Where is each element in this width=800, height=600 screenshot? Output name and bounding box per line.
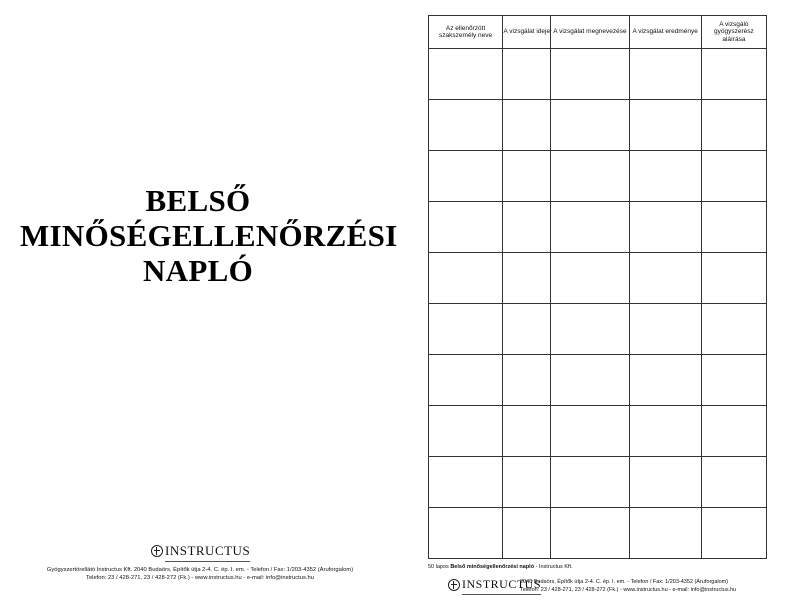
table-cell[interactable] (629, 151, 701, 202)
table-body (429, 49, 767, 559)
table-cell[interactable] (429, 406, 503, 457)
table-cell[interactable] (429, 355, 503, 406)
table-cell[interactable] (629, 457, 701, 508)
instructus-logo (151, 543, 250, 559)
caption-prefix: 50 lapos (428, 564, 449, 570)
table-cell[interactable] (701, 100, 766, 151)
table-cell[interactable] (503, 304, 551, 355)
table-cell[interactable] (429, 202, 503, 253)
table-cell[interactable] (701, 304, 766, 355)
table-cell[interactable] (629, 406, 701, 457)
table-cell[interactable] (429, 49, 503, 100)
table-caption (428, 564, 573, 570)
footer-line-2: Telefon: 23 / 428-271, 23 / 428-272 (Fk.) - www.instructus.hu - e-mail: info@instructus.hu (86, 575, 314, 581)
table-cell[interactable] (701, 508, 766, 559)
table-cell[interactable] (551, 49, 629, 100)
table-cell[interactable] (503, 355, 551, 406)
caduceus-icon (448, 579, 460, 591)
table-row (429, 100, 767, 151)
table-cell[interactable] (503, 100, 551, 151)
table-cell[interactable] (551, 100, 629, 151)
table-cell[interactable] (629, 49, 701, 100)
footer-right-line-2: Telefon: 23 / 428-271, 23 / 428-272 (Fk.) - www.instructus.hu - e-mail: info@instructus.hu (520, 587, 737, 593)
table-cell[interactable] (503, 49, 551, 100)
table-cell[interactable] (503, 202, 551, 253)
table-cell[interactable] (701, 457, 766, 508)
logo-text: INSTRUCTUS (165, 543, 251, 558)
caption-title: Belső minőségellenőrzési napló (450, 564, 535, 570)
table-cell[interactable] (429, 508, 503, 559)
table-cell[interactable] (629, 508, 701, 559)
title-line-1: BELSŐ (145, 183, 251, 218)
table-cell[interactable] (701, 253, 766, 304)
logo-text-small: INSTRUCTUS (462, 577, 542, 591)
header-pharmacist-signature: A vizsgáló gyógyszerész aláírása (701, 16, 766, 49)
table-cell[interactable] (551, 508, 629, 559)
table-cell[interactable] (551, 355, 629, 406)
table-row (429, 151, 767, 202)
table-row (429, 406, 767, 457)
table-cell[interactable] (429, 151, 503, 202)
header-inspected-person: Az ellenőrzött szakszemély neve (429, 16, 503, 49)
title-line-2: MINŐSÉGELLENŐRZÉSI (20, 218, 398, 253)
table-cell[interactable] (429, 457, 503, 508)
table-cell[interactable] (629, 253, 701, 304)
table-cell[interactable] (429, 253, 503, 304)
log-table (428, 15, 767, 559)
table-row (429, 304, 767, 355)
table-row (429, 49, 767, 100)
table-row (429, 253, 767, 304)
title-line-3: NAPLÓ (143, 253, 253, 288)
table-cell[interactable] (503, 151, 551, 202)
page-title (20, 183, 398, 288)
publisher-footer (0, 566, 400, 582)
table-cell[interactable] (701, 49, 766, 100)
caduceus-icon (151, 545, 163, 557)
header-inspection-time: A vizsgálat ideje (503, 16, 551, 49)
table-cell[interactable] (429, 304, 503, 355)
table-cell[interactable] (503, 253, 551, 304)
table-header-row (429, 16, 767, 49)
table-row (429, 508, 767, 559)
header-inspection-name: A vizsgálat megnevezése (551, 16, 629, 49)
table-cell[interactable] (503, 508, 551, 559)
table-cell[interactable] (701, 151, 766, 202)
table-cell[interactable] (629, 304, 701, 355)
table-cell[interactable] (503, 406, 551, 457)
table-cell[interactable] (503, 457, 551, 508)
footer-right-line-1: 2040 Budaörs, Építők útja 2-4. C. ép. I. em. - Telefon / Fax: 1/203-4352 (Áruforgalom) (520, 579, 729, 585)
table-row (429, 355, 767, 406)
table-cell[interactable] (551, 151, 629, 202)
table-cell[interactable] (551, 457, 629, 508)
table-cell[interactable] (629, 100, 701, 151)
caption-suffix: - Instructus Kft. (535, 564, 573, 570)
table-cell[interactable] (551, 253, 629, 304)
table-cell[interactable] (429, 100, 503, 151)
table-row (429, 202, 767, 253)
table-cell[interactable] (629, 202, 701, 253)
table-row (429, 457, 767, 508)
table-cell[interactable] (551, 202, 629, 253)
header-inspection-result: A vizsgálat eredménye (629, 16, 701, 49)
table-cell[interactable] (701, 202, 766, 253)
table-cell[interactable] (701, 406, 766, 457)
footer-line-1: Gyógyszertörellátó Instructus Kft. 2040 Budaörs, Építők útja 2-4. C. ép. I. em. - Telefon / Fax: 1/203-4352 (Áruforgalom) (46, 567, 354, 573)
table-cell[interactable] (551, 406, 629, 457)
table-cell[interactable] (551, 304, 629, 355)
publisher-footer-right (520, 578, 736, 594)
table-cell[interactable] (629, 355, 701, 406)
table-cell[interactable] (701, 355, 766, 406)
